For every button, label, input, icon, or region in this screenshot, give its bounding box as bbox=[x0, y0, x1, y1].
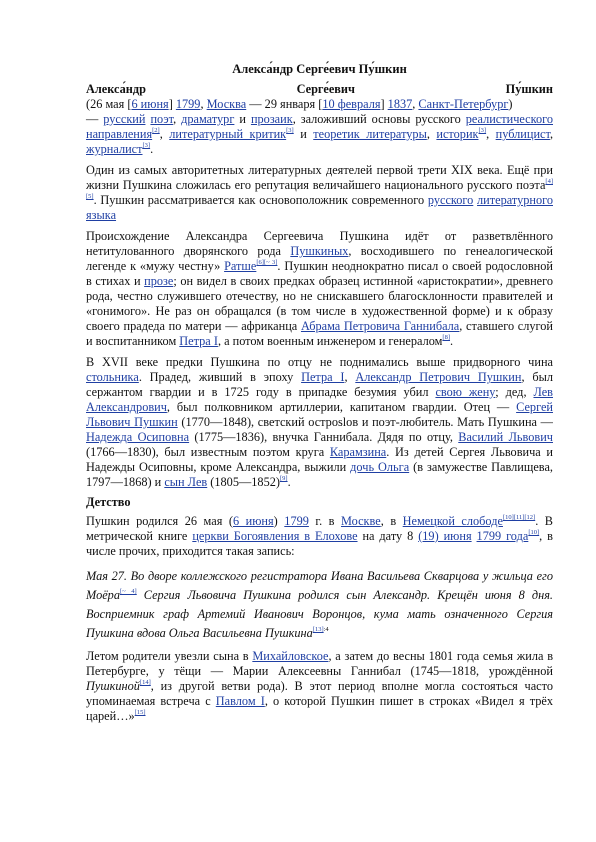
reference-link[interactable]: [15] bbox=[134, 709, 146, 716]
link-realism[interactable]: реалистического направления bbox=[86, 112, 553, 141]
section-heading-childhood: Детство bbox=[86, 495, 131, 509]
text: (1766—1830), был известным поэтом круга bbox=[86, 445, 330, 459]
reference-link[interactable]: [9] bbox=[279, 475, 288, 482]
link-1799[interactable]: 1799 bbox=[175, 97, 201, 111]
link-moscow[interactable]: Москве bbox=[341, 514, 381, 528]
link-prose[interactable]: прозе bbox=[144, 274, 174, 288]
link-prosaist[interactable]: прозаик bbox=[250, 112, 293, 126]
link-abram-gannibal[interactable]: Абрама Петровича Ганнибала bbox=[300, 319, 460, 333]
link-1799[interactable]: 1799 bbox=[284, 514, 309, 528]
link-his-wife[interactable]: свою жену bbox=[435, 385, 496, 399]
paragraph-origin bbox=[86, 229, 553, 349]
text: на дату 8 bbox=[357, 529, 419, 543]
link-1799-year[interactable]: 1799 года bbox=[476, 529, 529, 543]
link-son-lev[interactable]: сын Лев bbox=[164, 475, 208, 489]
text: — bbox=[86, 112, 104, 126]
text: , bbox=[173, 112, 182, 126]
paragraph-summer bbox=[86, 649, 553, 724]
text: , в bbox=[380, 514, 403, 528]
link-pushkins[interactable]: Пушкиных bbox=[290, 244, 349, 258]
intro-paragraph bbox=[86, 97, 553, 157]
link-paul-i[interactable]: Павлом I bbox=[215, 694, 265, 708]
text: , из другой ветви рода). В этот период вполне могла состояться часто упоминаемая встреча с bbox=[86, 679, 553, 708]
text: , bbox=[200, 97, 207, 111]
reference-link[interactable]: [6][~ 3] bbox=[256, 259, 278, 266]
text: Пушкин родился 26 мая ( bbox=[86, 514, 233, 528]
text: (1770—1848), светский остроslов и поэт-любитель. Мать Пушкина — bbox=[177, 415, 553, 429]
link-journalist[interactable]: журналист bbox=[86, 142, 143, 156]
name-middle: Серге́евич bbox=[296, 82, 355, 96]
reference-link[interactable]: [10] bbox=[528, 529, 540, 536]
link-saint-petersburg[interactable]: Санкт-Петербург bbox=[418, 97, 509, 111]
text: ; он видел в своих предках образец истинной «аристократии», древнего рода, честно служившего отечеству, но не снискавшего благосклонности правителей и «гонимого». Не раз он обращался (в том числе в художественной форме) и к образу своего прадеда по матери — африканца bbox=[86, 274, 553, 333]
text: , о которой Пушкин пишет в строках «Видел я трёх царей…» bbox=[86, 694, 553, 723]
link-moscow[interactable]: Москва bbox=[206, 97, 247, 111]
text: (1805—1852) bbox=[207, 475, 280, 489]
reference-link[interactable]: [3] bbox=[142, 142, 151, 149]
text: , а затем до весны 1801 года семья жила в Петербурге, у тёщи — Марии Алексеевны Ганнибал (1745—1818, урождённой bbox=[86, 649, 553, 678]
link-publicist[interactable]: публицист bbox=[495, 127, 550, 141]
text: , ставшего слугой и воспитанником bbox=[86, 319, 554, 348]
text: . Прадед, живший в эпоху bbox=[138, 370, 302, 384]
link-russian[interactable]: русский bbox=[103, 112, 146, 126]
link-literary-critic[interactable]: литературный критик bbox=[169, 127, 287, 141]
link-ratsha[interactable]: Ратше bbox=[224, 259, 257, 273]
link-peter-i[interactable]: Петра I bbox=[179, 334, 218, 348]
text: . bbox=[287, 475, 291, 489]
link-10-february[interactable]: 10 февраля bbox=[322, 97, 381, 111]
link-literary-theorist[interactable]: теоретик литературы bbox=[313, 127, 427, 141]
paragraph-birth bbox=[86, 514, 553, 559]
text: , bbox=[426, 127, 437, 141]
link-karamzin[interactable]: Карамзина bbox=[329, 445, 387, 459]
text: , был сержантом гвардии и в 1725 году в припадке безумия убил bbox=[86, 370, 553, 399]
text: и bbox=[234, 112, 251, 126]
link-nadezhda-osipovna[interactable]: Надежда Осиповна bbox=[86, 430, 190, 444]
text: , в числе прочих, приходится такая запись: bbox=[86, 529, 553, 558]
text: , а потом военным инженером и генералом bbox=[217, 334, 443, 348]
text: , bbox=[344, 370, 356, 384]
reference-link[interactable]: [13] bbox=[312, 626, 324, 633]
text: г. в bbox=[308, 514, 342, 528]
name-last: Пу́шкин bbox=[505, 82, 553, 96]
link-vasily-lvovich[interactable]: Василий Львович bbox=[458, 430, 553, 444]
reference-link[interactable]: [10][11][12] bbox=[502, 514, 536, 521]
link-historian[interactable]: историк bbox=[436, 127, 479, 141]
link-6-june[interactable]: 6 июня bbox=[232, 514, 274, 528]
text: Летом родители увезли сына в bbox=[86, 649, 253, 663]
text: и bbox=[293, 127, 314, 141]
text: ; дед, bbox=[495, 385, 534, 399]
link-sergey-lvovich[interactable]: Сергей Львович Пушкин bbox=[86, 400, 553, 429]
link-stolnik[interactable]: стольника bbox=[86, 370, 139, 384]
text: Один из самых авторитетных литературных деятелей первой трети XIX века. Ещё при жизни Пушкина сложилась его репутация величайшего национального русского поэта bbox=[86, 163, 553, 192]
text: ] bbox=[380, 97, 388, 111]
reference-link[interactable]: [8] bbox=[442, 334, 451, 341]
page-title: Алекса́ндр Серге́евич Пу́шкин bbox=[232, 62, 407, 76]
link-poet[interactable]: поэт bbox=[150, 112, 174, 126]
text: , bbox=[486, 127, 496, 141]
text: , восходившего по генеалогической легенде к «мужу честну» bbox=[86, 244, 553, 273]
link-6-june[interactable]: 6 июня bbox=[131, 97, 169, 111]
text: (1775—1836), внучка Ганнибала. Дядя по отцу, bbox=[189, 430, 459, 444]
link-russian-lang[interactable]: русского bbox=[427, 193, 474, 207]
text: , bbox=[159, 127, 170, 141]
link-playwright[interactable]: драматург bbox=[181, 112, 235, 126]
article bbox=[86, 62, 553, 724]
paragraph-reputation bbox=[86, 163, 553, 223]
text: . bbox=[150, 142, 154, 156]
paragraph-ancestors bbox=[86, 355, 553, 490]
reference-link[interactable]: [3] bbox=[478, 127, 487, 134]
text: ] bbox=[168, 97, 176, 111]
text: Происхождение Александра Сергеевича Пушкина идёт от разветвлённого нетитулованного дворянского рода bbox=[86, 229, 553, 258]
link-daughter-olga[interactable]: дочь Ольга bbox=[350, 460, 410, 474]
text: ) bbox=[508, 97, 513, 111]
text: . Пушкин неоднократно писал о своей родословной в стихах и bbox=[86, 259, 553, 288]
page-ref: :4 bbox=[323, 626, 329, 633]
reference-link[interactable]: [2] bbox=[152, 127, 160, 134]
text: — 29 января [ bbox=[246, 97, 323, 111]
reference-link[interactable]: [4][5] bbox=[86, 178, 553, 200]
text: Мая 27. Во дворе коллежского регистратора Ивана Васильева Скварцова у жильца его Моёра bbox=[86, 569, 553, 602]
reference-link[interactable]: [3] bbox=[286, 127, 294, 134]
link-19-june[interactable]: (19) июня bbox=[418, 529, 472, 543]
link-lev-alexandrovich[interactable]: Лев Александрович bbox=[86, 385, 553, 414]
link-1837[interactable]: 1837 bbox=[387, 97, 413, 111]
name-row bbox=[86, 82, 553, 97]
link-alexander-petrovich[interactable]: Александр Петрович Пушкин bbox=[355, 370, 522, 384]
quote-birth-record bbox=[86, 567, 553, 643]
reference-link[interactable]: [14] bbox=[139, 679, 151, 686]
text: . bbox=[450, 334, 454, 348]
link-literary-language[interactable]: литературного языка bbox=[86, 193, 553, 222]
name-first: Алекса́ндр bbox=[86, 82, 146, 96]
text: . Из детей Сергея Львовича и Надежды Осиповны, кроме Александра, выжили bbox=[86, 445, 553, 474]
text: ) bbox=[273, 514, 285, 528]
text: . Пушкин рассматривается как основоположник современного bbox=[93, 193, 428, 207]
link-german-sloboda[interactable]: Немецкой слободе bbox=[402, 514, 503, 528]
link-epiphany-church[interactable]: церкви Богоявления в Елохове bbox=[192, 529, 358, 543]
text: . В метрической книге bbox=[86, 514, 554, 543]
link-peter-i[interactable]: Петра I bbox=[301, 370, 345, 384]
text: , bbox=[412, 97, 419, 111]
link-mikhailovskoye[interactable]: Михайловское bbox=[252, 649, 329, 663]
text: , заложивший основы русского bbox=[292, 112, 466, 126]
text: (в замужестве Павлищева, 1797—1868) и bbox=[86, 460, 553, 489]
text: (26 мая [ bbox=[86, 97, 132, 111]
text: В XVII веке предки Пушкина по отцу не поднимались выше придворного чина bbox=[86, 355, 553, 369]
italic-text: Пушкиной bbox=[86, 679, 140, 693]
reference-link[interactable]: [~ 4] bbox=[119, 588, 137, 595]
text: , был полковником артиллерии, капитаном гвардии. Отец — bbox=[166, 400, 517, 414]
text: , bbox=[549, 127, 554, 141]
text: Сергия Львовича Пушкина родился сын Александр. Крещён июня 8 дня. Восприемник граф Артемий Иванович Воронцов, кума мать означенного Сергия Пушкина вдова Ольга Васильевна Пушкина bbox=[86, 588, 553, 640]
